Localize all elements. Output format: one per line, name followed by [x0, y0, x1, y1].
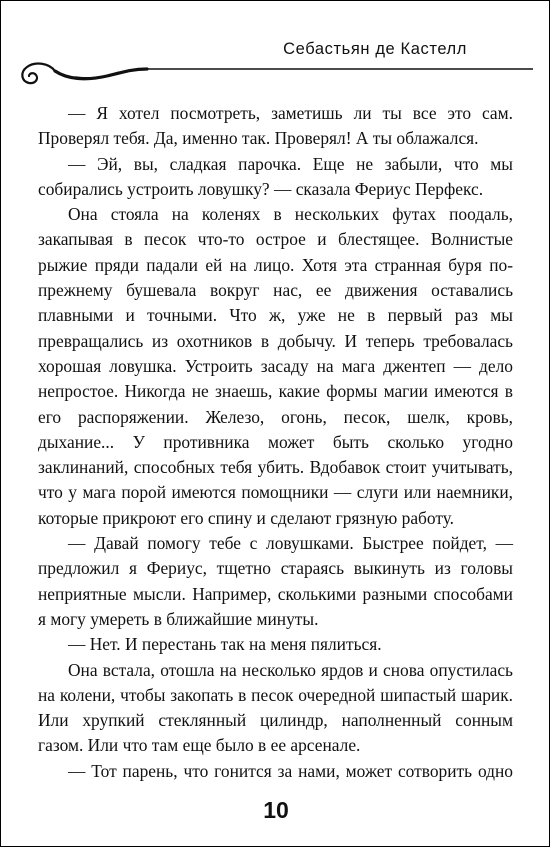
paragraph: Она стояла на коленях в нескольких футах поодаль, закапывая в песок что-то острое и блестящее. Волнистые рыжие пряди падали ей на лицо. Хотя эта странная буря по-прежнему бушевала вокруг нас, ее движения оставались плавными и точными. Что ж, уже не в первый раз мы превращались из охотников в добычу. И теперь требовалась хорошая ловушка. Устроить засаду на мага джентеп — дело непростое. Никогда не знаешь, какие формы магии имеются в его распоряжении. Железо, огонь, песок, шелк, кровь, дыхание... У противника может быть сколько угодно заклинаний, способных тебя убить. Вдобавок стоит учитывать, что у мага порой имеются помощники — слуги или наемники, которые прикроют его спину и сделают грязную работу. [38, 204, 513, 528]
paragraph: — Тот парень, что гонится за нами, может сотворить одно [68, 760, 513, 781]
paragraph: — Нет. И перестань так на меня пялиться. [68, 634, 382, 655]
page-number: 10 [263, 797, 289, 823]
body-text [38, 101, 513, 784]
ornamental-header-rule [15, 57, 535, 87]
paragraph: — Я хотел посмотреть, заметишь ли ты все это сам. Проверял тебя. Да, именно так. Проверял! А ты облажался. [38, 103, 513, 149]
paragraph: — Эй, вы, сладкая парочка. Еще не забыли, что мы собирались устроить ловушку? — сказала Фериус Перфекс. [38, 153, 513, 199]
paragraph: — Давай помогу тебе с ловушками. Быстрее пойдет, — предложил я Фериус, тщетно стараясь выкинуть из головы неприятные мысли. Например, сколькими разными способами я могу умереть в ближайшие минуты. [38, 533, 513, 629]
paragraph: Она встала, отошла на несколько ярдов и снова опустилась на колени, чтобы закопать в песок очередной шипастый шарик. Или хрупкий стеклянный цилиндр, наполненный сонным газом. Или что там еще было в ее арсенале. [38, 659, 513, 756]
running-header-author: Себастьян де Кастелл [283, 40, 467, 58]
